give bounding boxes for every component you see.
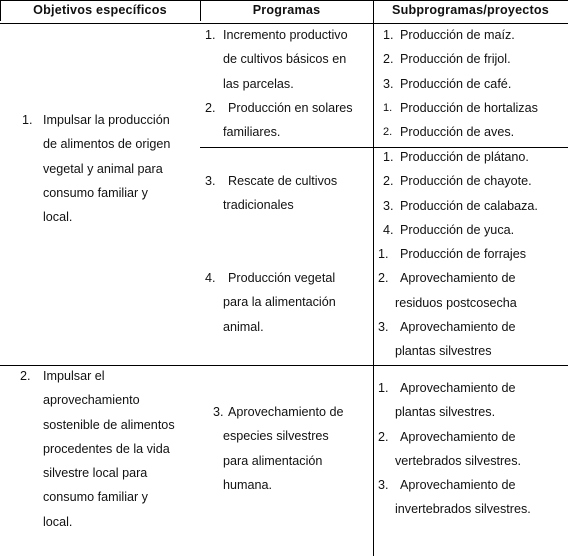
program-3 [205, 169, 371, 218]
list-item-continuation: invertebrados silvestres. [395, 502, 531, 517]
list-item-continuation: vertebrados silvestres. [395, 453, 521, 468]
list-item: 4. Producción de yuca. [383, 222, 515, 237]
subprojects-group-a [383, 23, 567, 144]
objective-line: de alimentos de origen [43, 137, 171, 152]
objective-line: sostenible de alimentos [43, 417, 175, 432]
program-line: Aprovechamiento de [228, 405, 344, 419]
objective-line: Impulsar la producción [43, 113, 170, 127]
program-line: animal. [223, 319, 264, 334]
list-item: 3. Aprovechamiento de [378, 478, 516, 493]
list-item: 3. Producción de calabaza. [383, 198, 538, 213]
list-item: 1. Producción de maíz. [383, 28, 515, 42]
objective-line: local. [43, 210, 73, 225]
program-line: familiares. [223, 125, 281, 140]
subprojects-group-b [378, 145, 567, 364]
list-item: 2. Producción de frijol. [383, 52, 511, 67]
program-line: tradicionales [223, 198, 294, 213]
header-subprogramas: Subprogramas/proyectos [392, 3, 549, 17]
list-item: 2. Producción de aves. [383, 125, 515, 140]
objective-number: 1. [22, 113, 33, 127]
objective-line: aprovechamiento [43, 393, 140, 408]
program-line: las parcelas. [223, 76, 294, 91]
program-1 [205, 23, 371, 96]
objective-2 [20, 364, 198, 534]
header-programas: Programas [252, 3, 321, 17]
subprojects-row2 [378, 376, 567, 522]
program-line: Producción vegetal [228, 271, 336, 285]
program-line: para alimentación [223, 453, 323, 468]
program-number: 2. [205, 101, 216, 115]
program-number: 3. [213, 405, 224, 419]
header-objetivos: Objetivos específicos [33, 3, 167, 17]
program-line: humana. [223, 477, 273, 492]
objective-1 [22, 108, 197, 229]
list-item: 3. Aprovechamiento de [378, 320, 516, 335]
program-2 [205, 96, 371, 145]
objective-line: consumo familiar y [43, 490, 148, 505]
objective-line: local. [43, 514, 73, 529]
objective-line: Impulsar el [43, 369, 105, 383]
list-item: 2. Aprovechamiento de [378, 271, 516, 286]
program-line: para la alimentación [223, 295, 336, 310]
program-line: especies silvestres [223, 429, 329, 444]
list-item: 3. Producción de café. [383, 76, 512, 91]
list-item: 1. Producción de forrajes [378, 247, 527, 262]
objective-line: consumo familiar y [43, 185, 148, 200]
list-item-continuation: plantas silvestres. [395, 405, 496, 420]
program-number: 1. [205, 28, 216, 42]
list-item: 1. Producción de hortalizas [383, 100, 538, 115]
program-number: 3. [205, 174, 216, 188]
program-line: de cultivos básicos en [223, 52, 347, 67]
program-line: Producción en solares [228, 101, 353, 115]
objective-line: procedentes de la vida [43, 441, 170, 456]
program-line: Incremento productivo [223, 28, 348, 42]
objective-line: vegetal y animal para [43, 161, 163, 176]
list-item-continuation: plantas silvestres [395, 344, 492, 359]
column-divider-2-row2 [373, 365, 374, 556]
list-item: 1. Producción de plátano. [383, 150, 529, 164]
list-item: 2. Producción de chayote. [383, 174, 532, 189]
program-row2 [213, 400, 371, 497]
column-divider-2 [373, 0, 374, 365]
list-item-continuation: residuos postcosecha [395, 295, 517, 310]
program-line: Rescate de cultivos [228, 174, 338, 188]
objective-number: 2. [20, 369, 31, 383]
objective-line: silvestre local para [43, 466, 148, 481]
list-item: 2. Aprovechamiento de [378, 429, 516, 444]
list-item: 1. Aprovechamiento de [378, 381, 516, 395]
program-4 [205, 266, 371, 339]
program-number: 4. [205, 271, 216, 285]
